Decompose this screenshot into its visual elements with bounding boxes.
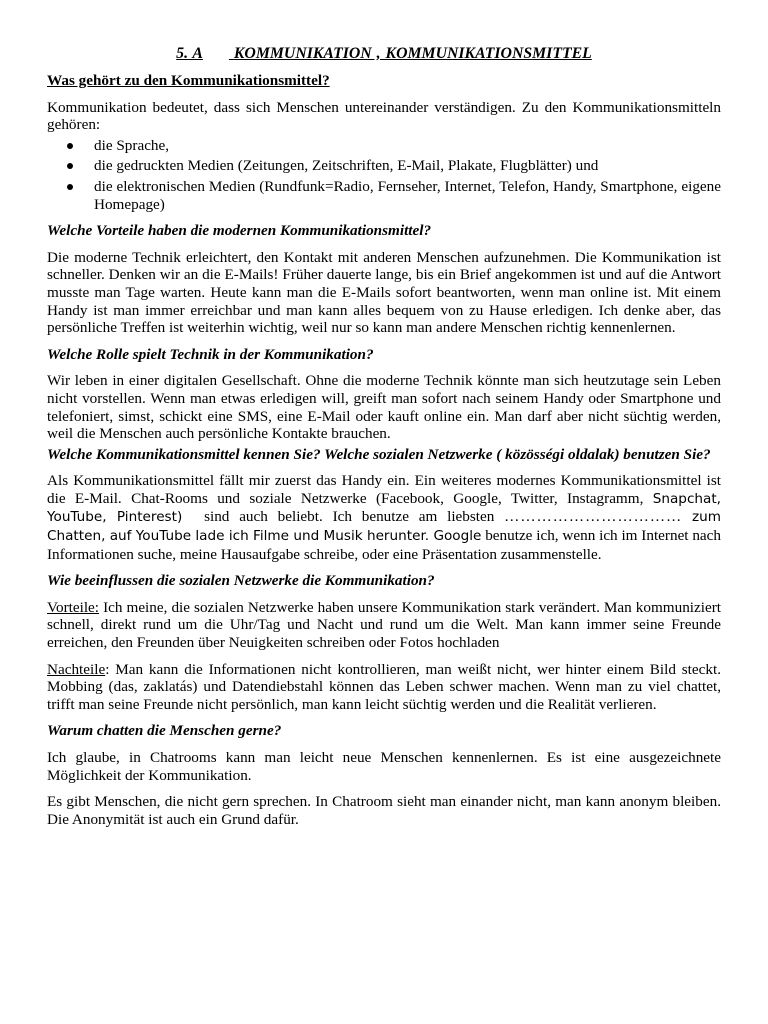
list-item: die gedruckten Medien (Zeitungen, Zeitschriften, E-Mail, Plakate, Flugblätter) und — [94, 157, 721, 175]
paragraph-vorteile-moderne: Die moderne Technik erleichtert, den Kontakt mit anderen Menschen aufzunehmen. Die Kommunikation ist schneller. Denken wir an die E-Mails! Früher dauerte lange, bis ein Brief angekommen ist und auf die Antwort musste man Tage warten. Heute kann man die E-Mails sofort beantworten, wenn man online ist. Mit einem Handy ist man immer erreichbar und man kann alles bequem von zu Hause erledigen. Ich denke aber, das persönliche Treffen ist weiterhin wichtig, weil nur so kann man andere Menschen richtig kennenlernen. — [47, 248, 721, 337]
text-part-3: benutze ich, wenn ich im Internet nach Informationen suche, meine Hausaufgabe schreibe, oder eine Präsentation zusammenstelle. — [47, 527, 722, 563]
handwritten-answer-2: zum Chatten, auf YouTube lade ich Filme und Musik herunter. Google — [47, 509, 722, 545]
list-item: die Sprache, — [94, 137, 721, 155]
title-text: KOMMUNIKATION , KOMMUNIKATIONSMITTEL — [233, 45, 592, 62]
paragraph-technik: Wir leben in einer digitalen Gesellschaft. Ohne die moderne Technik könnte man sich heutzutage sein Leben nicht vorstellen. Wenn man etwas erledigen will, greift man sofort nach seinem Handy oder Smartphone und telefoniert, simst, schickt eine SMS, eine E-Mail oder kauft online ein. Man darf aber nicht süchtig werden, weil die Menschen auch persönliche Kontakte brauchen. — [47, 372, 721, 443]
fill-in-dots: …………………………… — [504, 508, 683, 526]
question-6: Warum chatten die Menschen gerne? — [47, 722, 282, 740]
page-title — [47, 45, 721, 63]
question-1: Was gehört zu den Kommunikationsmittel? — [47, 72, 330, 89]
question-5: Wie beeinflussen die sozialen Netzwerke die Kommunikation? — [47, 572, 435, 590]
media-list — [47, 137, 721, 213]
paragraph-vorteile — [47, 599, 721, 652]
list-item: die elektronischen Medien (Rundfunk=Radio, Fernseher, Internet, Telefon, Handy, Smartphone, eigene Homepage) — [94, 177, 721, 213]
nachteile-label: Nachteile — [47, 660, 106, 678]
vorteile-label: Vorteile: — [47, 598, 100, 616]
vorteile-text: Ich meine, die sozialen Netzwerke haben unsere Kommunikation stark verändert. Man kommuniziert schnell, direkt rund um die Uhr/Tag und Nacht und rund um die Welt. Man kann immer seine Freunde erreichen, den Freunden über Neuigkeiten schreiben oder Fotos hochladen — [47, 598, 722, 652]
handwritten-answer-1: Snapchat, YouTube, Pinterest) — [47, 490, 722, 526]
text-part-2: sind auch beliebt. Ich benutze am liebsten — [204, 508, 495, 526]
text-part-1: Als Kommunikationsmittel fällt mir zuerst das Handy ein. Ein weiteres modernes Kommunikationsmittel ist die E-Mail. Chat-Rooms und soziale Netzwerke (Facebook, Google, Twitter, Instagramm, — [47, 472, 721, 507]
paragraph-kommunikationsmittel — [47, 472, 721, 563]
paragraph-chat-1: Ich glaube, in Chatrooms kann man leicht neue Menschen kennenlernen. Es ist eine ausgezeichnete Möglichkeit der Kommunikation. — [47, 749, 721, 784]
question-3: Welche Rolle spielt Technik in der Kommunikation? — [47, 345, 374, 363]
question-2: Welche Vorteile haben die modernen Kommunikationsmittel? — [47, 222, 432, 240]
title-number: 5. A — [176, 45, 203, 62]
paragraph-nachteile — [47, 661, 721, 714]
paragraph-intro: Kommunikation bedeutet, dass sich Menschen untereinander verständigen. Zu den Kommunikationsmitteln gehören: — [47, 98, 721, 134]
nachteile-text: : Man kann die Informationen nicht kontrollieren, man weißt nicht, wer hinter einem Bild steckt. Mobbing (das, zaklatás) und Datendiebstahl können das Leben schwer machen. Wenn man zu viel chattet, trifft man seine Freunde nicht persönlich, man kann leicht süchtig werden und die Realität verlieren. — [47, 660, 721, 713]
document-page — [47, 45, 721, 837]
question-4: Welche Kommunikationsmittel kennen Sie? Welche sozialen Netzwerke ( közösségi oldalak) benutzen Sie? — [47, 445, 711, 463]
paragraph-chat-2: Es gibt Menschen, die nicht gern sprechen. In Chatroom sieht man einander nicht, man kann anonym bleiben. Die Anonymität ist auch ein Grund dafür. — [47, 793, 721, 828]
